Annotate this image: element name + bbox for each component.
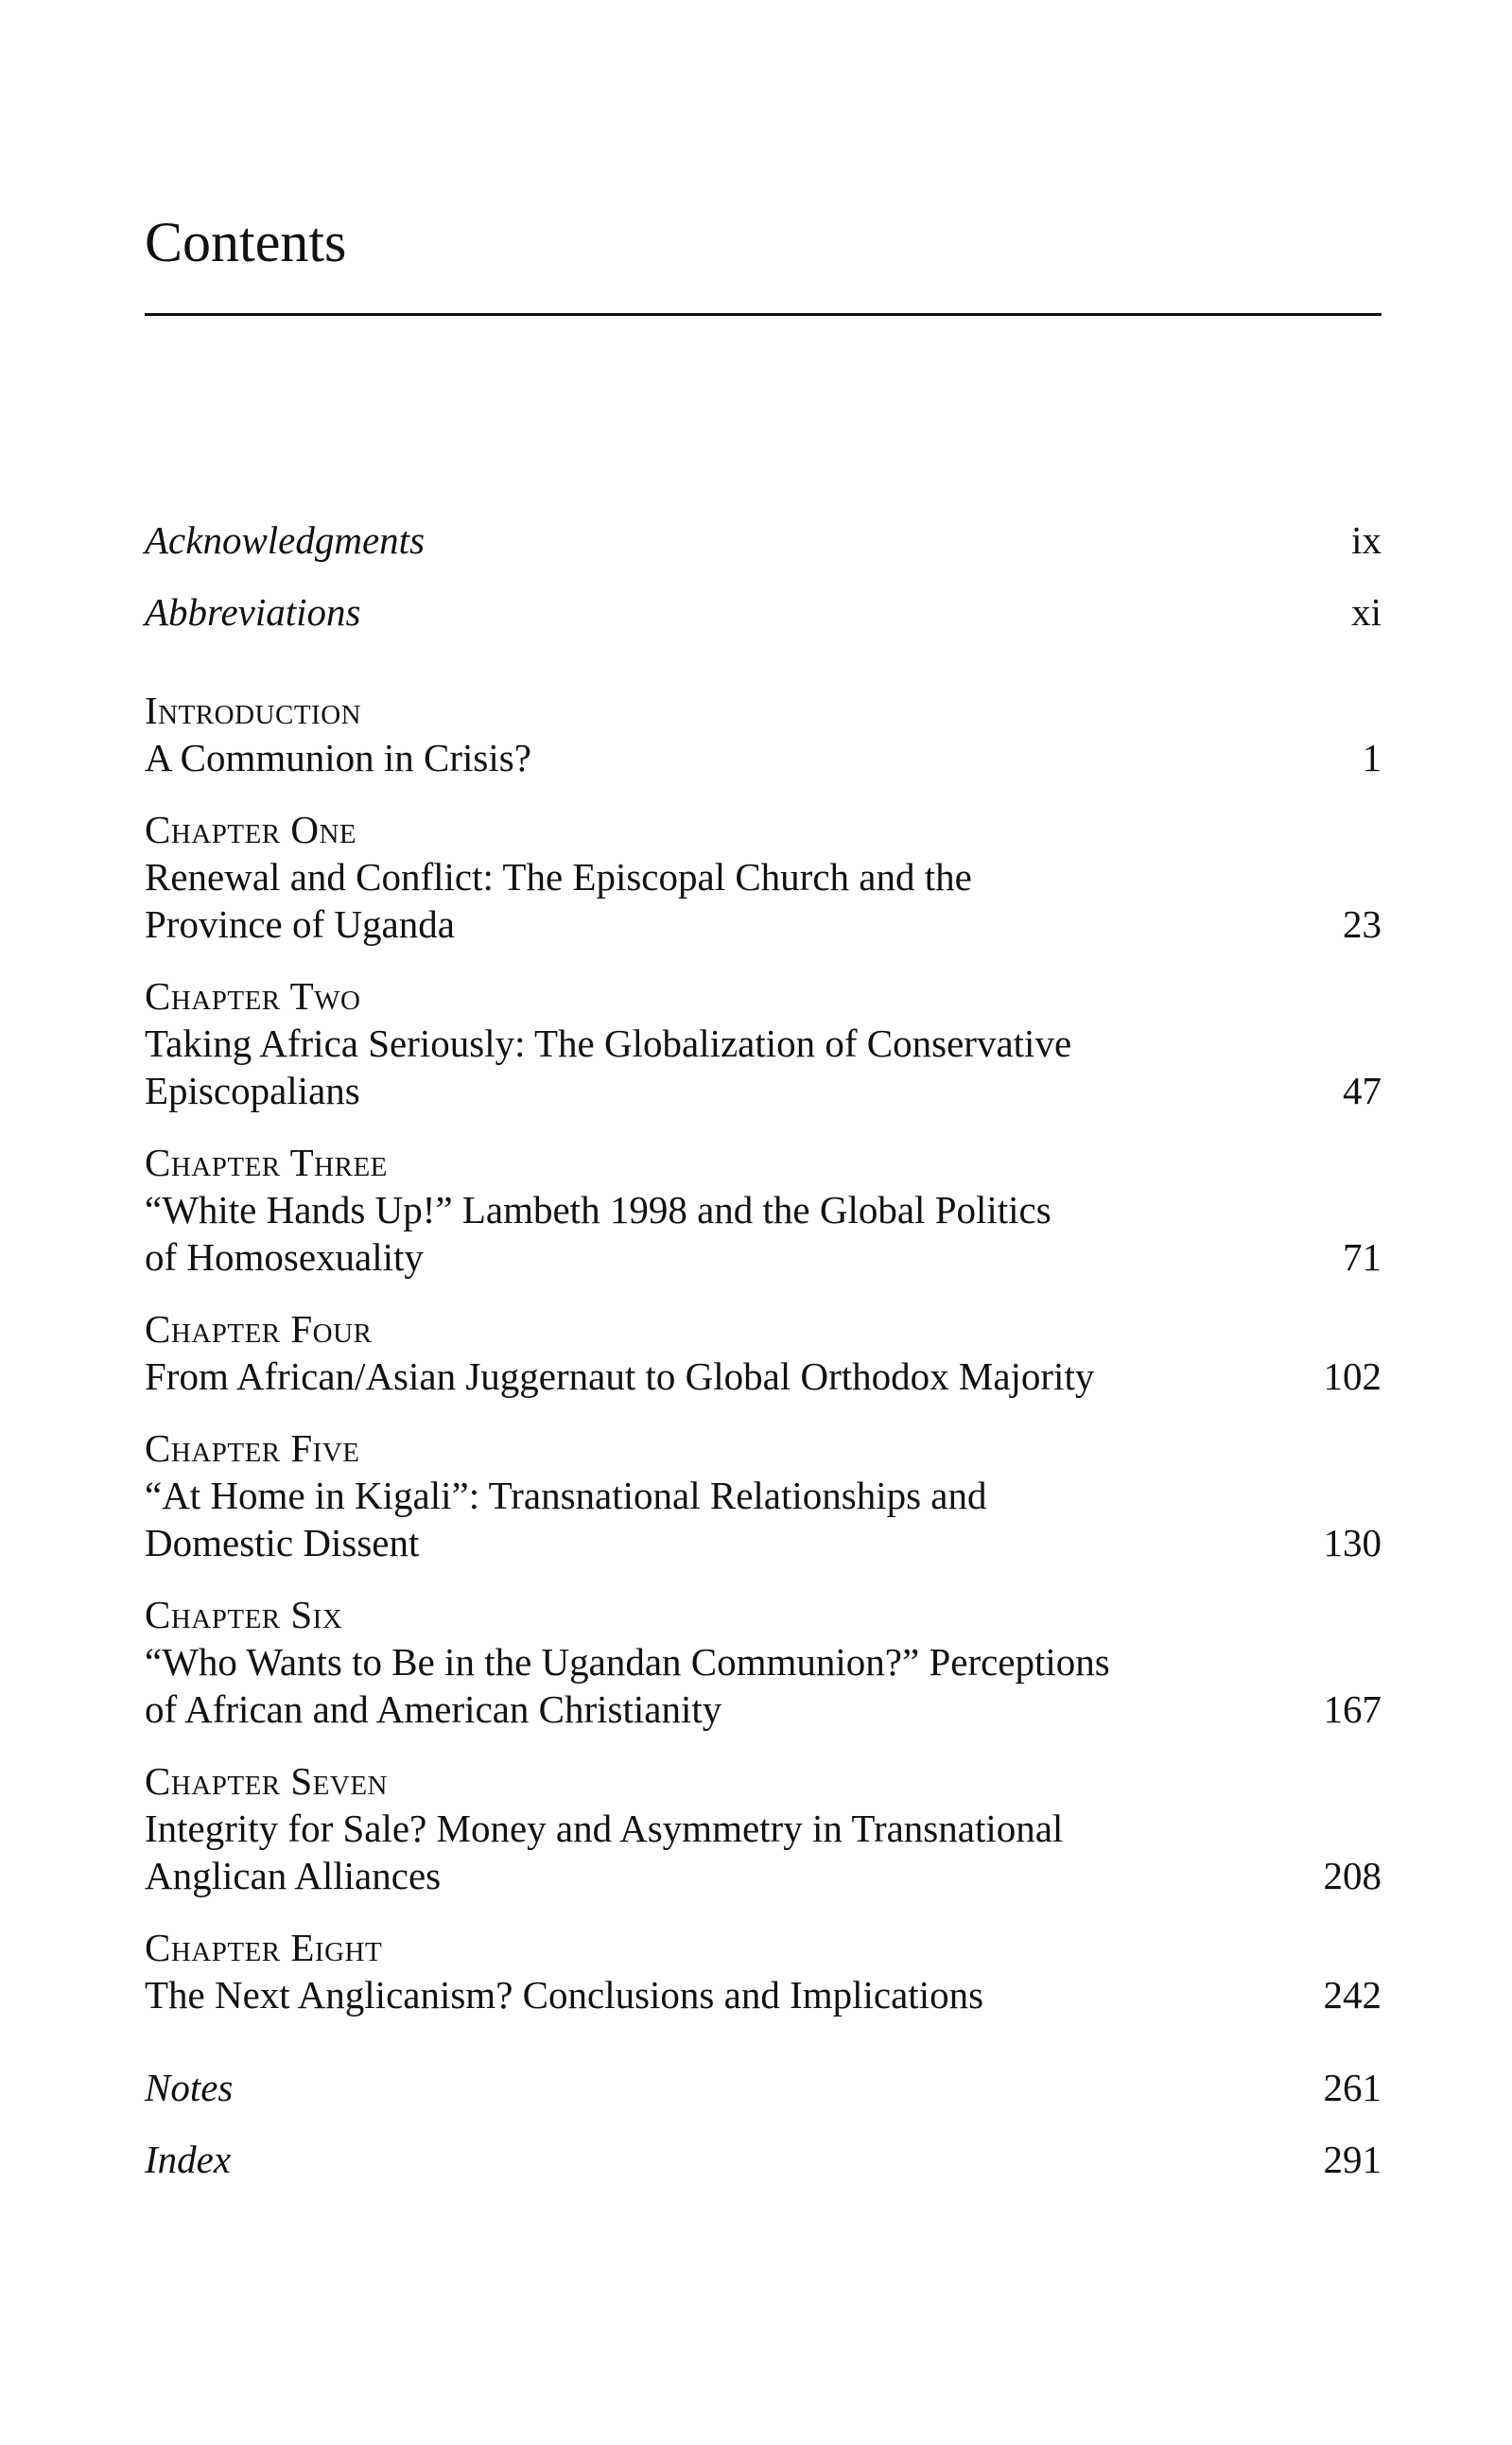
chapter-title <box>145 1186 1232 1281</box>
toc-chapter-four[interactable] <box>145 1305 1382 1400</box>
chapter-label: Chapter Five <box>145 1426 360 1470</box>
chapter-title <box>145 853 1232 948</box>
page-title: Contents <box>145 211 347 273</box>
chapter-title <box>145 1971 1232 2018</box>
chapter-label: Chapter Two <box>145 974 361 1018</box>
entry-title: Index <box>145 2138 232 2181</box>
entry-title: Acknowledgments <box>145 518 426 562</box>
chapter-title-line: Anglican Alliances <box>145 1854 442 1897</box>
chapter-label: Chapter One <box>145 808 357 851</box>
chapter-title-line: of African and American Christianity <box>145 1687 722 1731</box>
toc-chapter-eight[interactable] <box>145 1924 1382 2018</box>
chapter-label: Chapter Eight <box>145 1926 383 1969</box>
chapter-title <box>145 734 1232 781</box>
chapter-label: Introduction <box>145 689 362 732</box>
chapter-page-number: 130 <box>1323 1521 1382 1564</box>
chapter-label: Chapter Four <box>145 1307 373 1351</box>
chapter-title-line: of Homosexuality <box>145 1235 424 1279</box>
toc-chapter-five[interactable] <box>145 1424 1382 1566</box>
chapter-title <box>145 1020 1232 1114</box>
contents-page <box>145 0 1382 2445</box>
toc-chapter-three[interactable] <box>145 1139 1382 1281</box>
chapter-title-line: “Who Wants to Be in the Ugandan Communion?” Perceptions <box>145 1640 1110 1684</box>
chapter-page-number: 1 <box>1362 736 1382 779</box>
toc-chapter-six[interactable] <box>145 1591 1382 1733</box>
toc-chapter-seven[interactable] <box>145 1757 1382 1899</box>
back-matter-list <box>145 2064 1382 2183</box>
chapter-page-number: 242 <box>1323 1973 1382 2017</box>
toc-chapter-two[interactable] <box>145 972 1382 1114</box>
toc-entry-index[interactable] <box>145 2136 1382 2183</box>
table-of-contents <box>145 516 1382 2183</box>
chapter-title-line: Renewal and Conflict: The Episcopal Church and the <box>145 855 972 899</box>
chapter-title-line: Integrity for Sale? Money and Asymmetry in Transnational <box>145 1807 1064 1850</box>
chapter-list <box>145 687 1382 2018</box>
chapter-label: Chapter Six <box>145 1593 343 1636</box>
chapter-title-line: Taking Africa Seriously: The Globalization of Conservative <box>145 1022 1072 1065</box>
chapter-title-line: The Next Anglicanism? Conclusions and Implications <box>145 1973 984 2017</box>
entry-page-number: ix <box>1351 518 1382 562</box>
toc-chapter-one[interactable] <box>145 806 1382 948</box>
entry-title: Notes <box>145 2066 234 2109</box>
chapter-label: Chapter Three <box>145 1141 388 1184</box>
chapter-title <box>145 1805 1232 1899</box>
entry-page-number: 291 <box>1323 2138 1382 2181</box>
chapter-page-number: 23 <box>1343 902 1382 946</box>
chapter-page-number: 71 <box>1343 1235 1382 1279</box>
chapter-title-line: Province of Uganda <box>145 902 455 946</box>
chapter-title-line: Domestic Dissent <box>145 1521 420 1564</box>
title-rule <box>145 313 1382 316</box>
chapter-title-line: From African/Asian Juggernaut to Global Orthodox Majority <box>145 1354 1095 1398</box>
chapter-label: Chapter Seven <box>145 1759 388 1803</box>
chapter-page-number: 167 <box>1323 1687 1382 1731</box>
entry-page-number: xi <box>1351 590 1382 634</box>
front-matter-list <box>145 516 1382 636</box>
entry-page-number: 261 <box>1323 2066 1382 2109</box>
chapter-title-line: A Communion in Crisis? <box>145 736 531 779</box>
chapter-page-number: 208 <box>1323 1854 1382 1897</box>
chapter-title-line: Episcopalians <box>145 1069 360 1112</box>
chapter-title <box>145 1353 1232 1400</box>
chapter-title <box>145 1472 1232 1566</box>
entry-title: Abbreviations <box>145 590 361 634</box>
chapter-page-number: 47 <box>1343 1069 1382 1112</box>
toc-entry-abbreviations[interactable] <box>145 588 1382 636</box>
chapter-title <box>145 1638 1232 1733</box>
toc-entry-acknowledgments[interactable] <box>145 516 1382 564</box>
toc-chapter-introduction[interactable] <box>145 687 1382 781</box>
toc-entry-notes[interactable] <box>145 2064 1382 2111</box>
chapter-page-number: 102 <box>1323 1354 1382 1398</box>
chapter-title-line: “White Hands Up!” Lambeth 1998 and the Global Politics <box>145 1188 1051 1231</box>
chapter-title-line: “At Home in Kigali”: Transnational Relationships and <box>145 1474 987 1517</box>
